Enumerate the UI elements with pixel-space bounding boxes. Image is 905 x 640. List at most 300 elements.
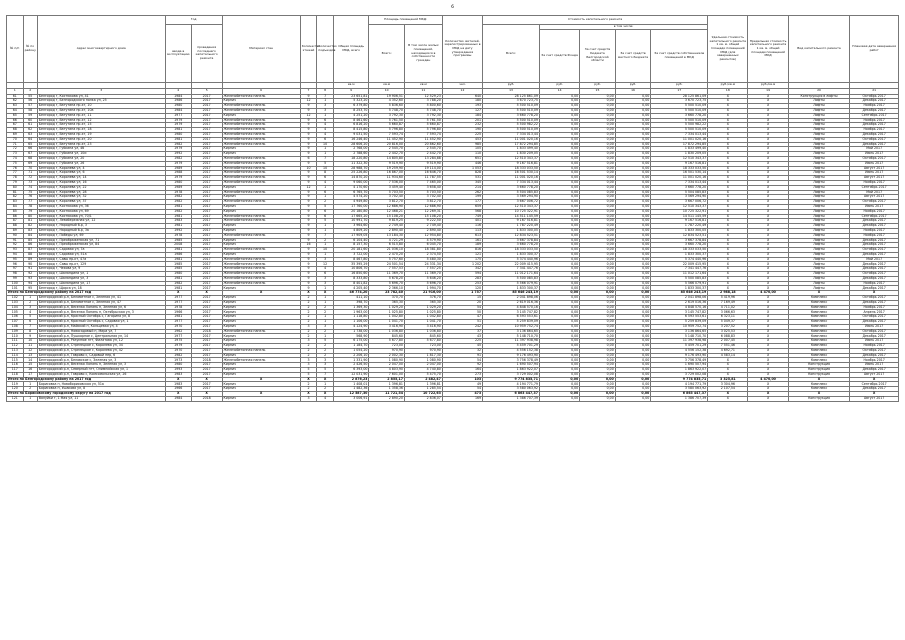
residents-cell: 232 bbox=[442, 123, 482, 128]
area-total-cell: 9 519,90 bbox=[369, 161, 405, 166]
area-residential-cell: 2 836,07 bbox=[404, 396, 442, 401]
cost-local-cell: 0,00 bbox=[615, 315, 651, 320]
year-repair-cell: 2018 bbox=[191, 358, 222, 363]
planned-date-cell: Октябрь 2017 bbox=[850, 348, 899, 353]
area-total-cell: 2 470,20 bbox=[369, 252, 405, 257]
cost-local-cell: 0,00 bbox=[615, 344, 651, 349]
cost-owners-cell: 1 787 220,49 bbox=[651, 224, 708, 229]
wall-material-cell: Железобетонная панель bbox=[222, 200, 300, 205]
repair-type-cell: Лифты bbox=[788, 185, 850, 190]
address-cell: Белгородский р-н, Пушкарное с, Центральная ул, 14 bbox=[37, 334, 165, 339]
year-commission-cell: 1982 bbox=[165, 142, 191, 147]
wall-material-cell: Железобетонная панель bbox=[222, 262, 300, 267]
address-cell: Белгород г, Губкина ул, 4б bbox=[37, 147, 165, 152]
col-repair-type-header: Вид капитального ремонта bbox=[788, 16, 850, 83]
row-number: 106 bbox=[7, 315, 24, 320]
year-commission-cell: 1984 bbox=[165, 396, 191, 401]
cost-owners-cell: 3 660 778,20 bbox=[651, 185, 708, 190]
cost-owners-cell: 4 848 570,16 bbox=[651, 305, 708, 310]
row-number: 99 bbox=[7, 276, 24, 281]
cost-owners-cell: 5 500 085,83 bbox=[651, 276, 708, 281]
repair-type-cell: Лифты bbox=[788, 176, 850, 181]
floors-cell: 2 bbox=[300, 310, 317, 315]
floors-cell: 2 bbox=[300, 315, 317, 320]
unit-cost-cell: X bbox=[708, 128, 748, 133]
wall-material-cell: Железобетонная панель bbox=[222, 348, 300, 353]
total-area-cell: 6 175,00 bbox=[333, 339, 369, 344]
residents-cell: 531 bbox=[442, 176, 482, 181]
cost-owners-cell: 9 167 516,81 bbox=[651, 161, 708, 166]
cost-local-cell: 0,00 bbox=[615, 320, 651, 325]
entrances-cell: 1 bbox=[317, 185, 334, 190]
entrances-cell: 3 bbox=[317, 276, 334, 281]
year-commission-cell: 1981 bbox=[165, 248, 191, 253]
entrances-cell: 6 bbox=[317, 137, 334, 142]
cost-local-cell: 0,00 bbox=[615, 113, 651, 118]
district-number: 3 bbox=[23, 305, 37, 310]
floors-cell: 9 bbox=[300, 171, 317, 176]
planned-date-cell: Декабрь 2017 bbox=[850, 224, 899, 229]
repair-type-cell: Лифты bbox=[788, 128, 850, 133]
row-number: 115 bbox=[7, 358, 24, 363]
area-total-cell: 5 761,50 bbox=[369, 118, 405, 123]
row-number: 67 bbox=[7, 123, 24, 128]
column-number: 16 bbox=[615, 88, 651, 94]
unit-cost-cell: 3 066,63 bbox=[708, 310, 748, 315]
area-residential-cell: 5 677,80 bbox=[404, 339, 442, 344]
cost-owners-cell: 3 660 778,20 bbox=[651, 113, 708, 118]
cost-region-cell: 0,00 bbox=[580, 310, 616, 315]
cost-region-cell: 0,00 bbox=[580, 252, 616, 257]
repair-type-cell: Лифты bbox=[788, 118, 850, 123]
cost-total-cell: 3 667 378,84 bbox=[483, 238, 540, 243]
cost-region-cell: 0,00 bbox=[580, 152, 616, 157]
address-cell: Белгород г, Белгородского полка ул, 25 bbox=[37, 99, 165, 104]
entrances-cell: 1 bbox=[317, 334, 334, 339]
address-cell: Борисовка п, Новоборисовская ул, 51а bbox=[37, 382, 165, 387]
address-cell: Белгород г, Щорса ул, 18 bbox=[37, 286, 165, 291]
planned-date-cell: Май 2017 bbox=[850, 190, 899, 195]
wall-material-cell: Кирпич bbox=[222, 305, 300, 310]
year-repair-cell: 2017 bbox=[191, 228, 222, 233]
residents-cell: 190 bbox=[442, 128, 482, 133]
residents-cell: 37 bbox=[442, 329, 482, 334]
cost-region-cell: 0,00 bbox=[580, 118, 616, 123]
district-number: 58 bbox=[23, 108, 37, 113]
col-address-header: Адрес многоквартирного дома bbox=[37, 16, 165, 83]
floors-cell: 2 bbox=[300, 387, 317, 392]
district-number: 61 bbox=[23, 123, 37, 128]
cost-owners-cell: 28 125 861,09 bbox=[651, 94, 708, 99]
cost-region-cell: 0,00 bbox=[580, 291, 616, 296]
repair-type-cell: Комплекс bbox=[788, 344, 850, 349]
unit-label: руб. bbox=[580, 82, 616, 88]
year-commission-cell: 1982 bbox=[165, 209, 191, 214]
col-cost-fund-header: За счет средств Фонда bbox=[539, 29, 579, 82]
year-commission-cell: 1992 bbox=[165, 152, 191, 157]
column-number: 12 bbox=[442, 88, 482, 94]
floors-cell: 9 bbox=[300, 128, 317, 133]
max-cost-cell: X bbox=[748, 382, 788, 387]
district-number: 70 bbox=[23, 166, 37, 171]
cost-owners-cell: 18 333 033,50 bbox=[651, 248, 708, 253]
repair-type-cell: Лифты bbox=[788, 224, 850, 229]
residents-cell: 1 757 bbox=[442, 291, 482, 296]
address-cell: Борисовка п, Ушакова ул, 8 bbox=[37, 387, 165, 392]
entrances-cell: 2 bbox=[317, 387, 334, 392]
total-area-cell: 17 909,05 bbox=[333, 233, 369, 238]
max-cost-cell: X bbox=[748, 147, 788, 152]
floors-cell: 9 bbox=[300, 281, 317, 286]
area-total-cell: 1 080,90 bbox=[369, 358, 405, 363]
cost-region-cell: 0,00 bbox=[580, 267, 616, 272]
area-total-cell: 370,70 bbox=[369, 296, 405, 301]
year-repair-cell: 2017 bbox=[191, 257, 222, 262]
repair-type-cell: Лифты bbox=[788, 204, 850, 209]
repair-type-cell: Лифты bbox=[788, 200, 850, 205]
cost-owners-cell: 4 556 152,38 bbox=[651, 348, 708, 353]
max-cost-cell: X bbox=[748, 300, 788, 305]
unit-cost-cell: X bbox=[708, 392, 748, 397]
total-area-cell: 4 949,80 bbox=[333, 200, 369, 205]
max-cost-cell: X bbox=[748, 324, 788, 329]
area-total-cell: 11 369,70 bbox=[369, 272, 405, 277]
entrances-cell: 3 bbox=[317, 104, 334, 109]
row-number: 83 bbox=[7, 200, 24, 205]
row-number: 91 bbox=[7, 238, 24, 243]
row-number: 88 bbox=[7, 224, 24, 229]
cost-local-cell: 0,00 bbox=[615, 185, 651, 190]
area-residential-cell: 20 862,60 bbox=[404, 142, 442, 147]
residents-cell: 49 bbox=[442, 382, 482, 387]
year-repair-cell: 2017 bbox=[191, 147, 222, 152]
cost-total-cell: 2 041 898,06 bbox=[483, 296, 540, 301]
wall-material-cell: Железобетонная панель bbox=[222, 358, 300, 363]
address-cell: Белгородский р-н, Красный Октябрь с, Садовая ул, 1 bbox=[37, 320, 165, 325]
area-total-cell: 5 757,60 bbox=[369, 257, 405, 262]
planned-date-cell: Май 2017 bbox=[850, 257, 899, 262]
residents-cell: 15 bbox=[442, 296, 482, 301]
residents-cell: 20 bbox=[442, 300, 482, 305]
planned-date-cell: Ноябрь 2017 bbox=[850, 344, 899, 349]
cost-total-cell: 6 863 447,37 bbox=[483, 392, 540, 397]
unit-cost-cell: X bbox=[708, 113, 748, 118]
planned-date-cell: Сентябрь 2017 bbox=[850, 382, 899, 387]
wall-material-cell: Кирпич bbox=[222, 209, 300, 214]
district-number: 77 bbox=[23, 200, 37, 205]
floors-cell: 9 bbox=[300, 118, 317, 123]
wall-material-cell: Кирпич bbox=[222, 185, 300, 190]
cost-owners-cell: 5 500 510,09 bbox=[651, 104, 708, 109]
area-total-cell: 7 601,00 bbox=[369, 372, 405, 377]
cost-total-cell: 1 863 922,07 bbox=[483, 368, 540, 373]
year-commission-cell: 1970 bbox=[165, 324, 191, 329]
row-number: 74 bbox=[7, 156, 24, 161]
total-area-cell: 20 181,60 bbox=[333, 248, 369, 253]
district-number: 93 bbox=[23, 276, 37, 281]
repair-type-cell: Конструкция bbox=[788, 372, 850, 377]
row-number: 93 bbox=[7, 248, 24, 253]
year-repair-cell: 2017 bbox=[191, 128, 222, 133]
year-commission-cell: 1977 bbox=[165, 113, 191, 118]
column-number: 18 bbox=[708, 88, 748, 94]
cost-total-cell: 5 500 982,22 bbox=[483, 123, 540, 128]
wall-material-cell: Кирпич bbox=[222, 368, 300, 373]
cost-region-cell: 0,00 bbox=[580, 180, 616, 185]
address-cell: Белгород г, Ватутина пр-кт, 23 bbox=[37, 142, 165, 147]
residents-cell: 242 bbox=[442, 324, 482, 329]
repair-type-cell: Лифты bbox=[788, 267, 850, 272]
max-cost-cell: X bbox=[748, 252, 788, 257]
residents-cell: 47 bbox=[442, 315, 482, 320]
planned-date-cell: Июнь 2017 bbox=[850, 204, 899, 209]
unit-cost-cell: 2 107,54 bbox=[708, 387, 748, 392]
entrances-cell: 5 bbox=[317, 219, 334, 224]
max-cost-cell: X bbox=[748, 152, 788, 157]
year-repair-cell: 2017 bbox=[191, 224, 222, 229]
year-repair-cell: 2017 bbox=[191, 137, 222, 142]
cost-owners-cell: 3 580 063,92 bbox=[651, 387, 708, 392]
area-residential-cell: 13 284,88 bbox=[404, 156, 442, 161]
unit-cost-cell: X bbox=[708, 214, 748, 219]
year-commission-cell: X bbox=[165, 392, 191, 397]
unit-cost-cell: X bbox=[708, 204, 748, 209]
address-cell: Белгород г, Савы пр-кт, 129 bbox=[37, 262, 165, 267]
cost-local-cell: 0,00 bbox=[615, 387, 651, 392]
cost-owners-cell: 3 569 294,90 bbox=[651, 195, 708, 200]
entrances-cell: 3 bbox=[317, 363, 334, 368]
repair-type-cell: Комплекс bbox=[788, 339, 850, 344]
entrances-cell: 2 bbox=[317, 344, 334, 349]
wall-material-cell: Железобетонная панель bbox=[222, 104, 300, 109]
cost-region-cell: 0,00 bbox=[580, 190, 616, 195]
cost-fund-cell: 0,00 bbox=[539, 243, 579, 248]
cost-total-cell: 5 374 440,96 bbox=[483, 257, 540, 262]
max-cost-cell: X bbox=[748, 387, 788, 392]
district-number: 68 bbox=[23, 156, 37, 161]
area-total-cell: 1 025,80 bbox=[369, 310, 405, 315]
unit-cost-cell: 7 551,46 bbox=[708, 344, 748, 349]
cost-fund-cell: 0,00 bbox=[539, 252, 579, 257]
entrances-cell: 3 bbox=[317, 358, 334, 363]
year-commission-cell: 1983 bbox=[165, 219, 191, 224]
address-cell: Белгород г, Преображенская ул, 71 bbox=[37, 238, 165, 243]
unit-cost-cell: 7 169,49 bbox=[708, 300, 748, 305]
entrances-cell: 3 bbox=[317, 324, 334, 329]
column-number: 7 bbox=[300, 88, 317, 94]
area-total-cell: 3 459,40 bbox=[369, 185, 405, 190]
cost-total-cell: 11 397 938,98 bbox=[483, 339, 540, 344]
area-total-cell: 2 890,40 bbox=[369, 228, 405, 233]
cost-region-cell: 0,00 bbox=[580, 128, 616, 133]
planned-date-cell: Декабрь 2017 bbox=[850, 387, 899, 392]
planned-date-cell: Сентябрь 2017 bbox=[850, 113, 899, 118]
total-area-cell: 398,70 bbox=[333, 300, 369, 305]
year-commission-cell: 1980 bbox=[165, 272, 191, 277]
residents-cell: 262 bbox=[442, 190, 482, 195]
repair-type-cell: Лифты bbox=[788, 99, 850, 104]
cost-region-cell: 0,00 bbox=[580, 108, 616, 113]
cost-total-cell: 5 500 085,83 bbox=[483, 276, 540, 281]
address-cell: Белгород г, Народный б-р, 3а bbox=[37, 228, 165, 233]
col-planned-date-header: Плановая дата завершения работ bbox=[850, 16, 899, 83]
cost-owners-cell: 1 833 300,37 bbox=[651, 252, 708, 257]
area-residential-cell: 5 761,50 bbox=[404, 118, 442, 123]
area-total-cell: 19 906,51 bbox=[369, 94, 405, 99]
floors-cell: 3 bbox=[300, 396, 317, 401]
address-cell: Белгород г, Савы пр-кт, 47а bbox=[37, 257, 165, 262]
entrances-cell: 4 bbox=[317, 123, 334, 128]
max-cost-cell: X bbox=[748, 185, 788, 190]
planned-date-cell: Август 2017 bbox=[850, 372, 899, 377]
area-residential-cell: 3 792,30 bbox=[404, 113, 442, 118]
year-repair-cell: 2017 bbox=[191, 267, 222, 272]
year-repair-cell: 2017 bbox=[191, 296, 222, 301]
unit-cost-cell: X bbox=[708, 190, 748, 195]
year-repair-cell: 2017 bbox=[191, 113, 222, 118]
max-cost-cell: 4 470,00 bbox=[748, 377, 788, 382]
row-number: 66 bbox=[7, 118, 24, 123]
cost-region-cell: 0,00 bbox=[580, 142, 616, 147]
unit-cost-cell: X bbox=[708, 358, 748, 363]
cost-region-cell: 0,00 bbox=[580, 382, 616, 387]
cost-region-cell: 0,00 bbox=[580, 368, 616, 373]
cost-local-cell: 0,00 bbox=[615, 305, 651, 310]
total-area-cell: 6 765,70 bbox=[333, 190, 369, 195]
cost-local-cell: 0,00 bbox=[615, 368, 651, 373]
area-residential-cell: 12 529,23 bbox=[404, 94, 442, 99]
total-area-cell: 2 768,00 bbox=[333, 147, 369, 152]
col-residents-header: Количество жителей, зарегистрированных в МКД на дату утверждения программы bbox=[442, 16, 482, 83]
area-total-cell: 11 452,90 bbox=[369, 137, 405, 142]
floors-cell: 9 bbox=[300, 262, 317, 267]
unit-cost-cell: X bbox=[708, 224, 748, 229]
cost-total-cell: 17 872 294,85 bbox=[483, 142, 540, 147]
row-number: 82 bbox=[7, 195, 24, 200]
floors-cell: 2 bbox=[300, 382, 317, 387]
district-number: 59 bbox=[23, 113, 37, 118]
planned-date-cell: Ноябрь 2017 bbox=[850, 180, 899, 185]
district-number: 55 bbox=[23, 94, 37, 99]
col-entrances-header: Количество подъездов bbox=[317, 16, 334, 83]
area-total-cell: 21 036,10 bbox=[369, 248, 405, 253]
district-number: 76 bbox=[23, 195, 37, 200]
unit-cost-cell: 3 025,53 bbox=[708, 329, 748, 334]
district-number: 67 bbox=[23, 152, 37, 157]
area-total-cell: 9 819,25 bbox=[369, 219, 405, 224]
cost-total-cell: 5 500 510,09 bbox=[483, 104, 540, 109]
unit-cost-cell: 4 692,71 bbox=[708, 348, 748, 353]
area-total-cell: 1 029,20 bbox=[369, 305, 405, 310]
area-total-cell: 5 677,80 bbox=[369, 339, 405, 344]
cost-fund-cell: 0,00 bbox=[539, 281, 579, 286]
cost-region-cell: 0,00 bbox=[580, 272, 616, 277]
col-year-commission-header: ввода в эксплуатацию bbox=[165, 25, 191, 83]
repair-type-cell: Комплекс bbox=[788, 329, 850, 334]
cost-total-cell: 12 834 523,51 bbox=[483, 233, 540, 238]
year-repair-cell: 2017 bbox=[191, 276, 222, 281]
year-repair-cell: 2017 bbox=[191, 382, 222, 387]
row-number: 69 bbox=[7, 132, 24, 137]
cost-fund-cell: 0,00 bbox=[539, 310, 579, 315]
cost-total-cell: 1 833 499,40 bbox=[483, 147, 540, 152]
wall-material-cell: Железобетонная панель bbox=[222, 329, 300, 334]
wall-material-cell: Железобетонная панель bbox=[222, 132, 300, 137]
wall-material-cell: Кирпич bbox=[222, 228, 300, 233]
cost-local-cell: 0,00 bbox=[615, 176, 651, 181]
repair-type-cell: Лифты bbox=[788, 152, 850, 157]
cost-region-cell: 0,00 bbox=[580, 238, 616, 243]
cost-fund-cell: 0,00 bbox=[539, 209, 579, 214]
floors-cell: 2 bbox=[300, 348, 317, 353]
floors-cell: 12 bbox=[300, 99, 317, 104]
repair-type-cell: Конструкция bbox=[788, 363, 850, 368]
row-number: 73 bbox=[7, 152, 24, 157]
planned-date-cell: Декабрь 2017 bbox=[850, 132, 899, 137]
area-residential-cell: 11 452,90 bbox=[404, 137, 442, 142]
entrances-cell: 2 bbox=[317, 353, 334, 358]
cost-local-cell: 0,00 bbox=[615, 161, 651, 166]
max-cost-cell: X bbox=[748, 190, 788, 195]
residents-cell: 985 bbox=[442, 142, 482, 147]
cost-region-cell: 0,00 bbox=[580, 353, 616, 358]
col-max-cost-header: Предельная стоимость капитального ремонта 1 кв. м. общей площади помещений МКД bbox=[748, 16, 788, 83]
cost-fund-cell: 0,00 bbox=[539, 233, 579, 238]
wall-material-cell: Железобетонная панель bbox=[222, 171, 300, 176]
wall-material-cell: Кирпич bbox=[222, 315, 300, 320]
year-commission-cell: 1989 bbox=[165, 166, 191, 171]
cost-total-cell: 9 774 835,71 bbox=[483, 377, 540, 382]
address-cell: Белгород г, Губкина ул, 20 bbox=[37, 156, 165, 161]
district-number: 12 bbox=[23, 348, 37, 353]
planned-date-cell: Ноябрь 2017 bbox=[850, 209, 899, 214]
total-area-cell: 8 461,60 bbox=[333, 118, 369, 123]
cost-region-cell: 0,00 bbox=[580, 377, 616, 382]
floors-cell: 9 bbox=[300, 152, 317, 157]
planned-date-cell: Август 2017 bbox=[850, 176, 899, 181]
cost-owners-cell: 2 041 898,06 bbox=[651, 296, 708, 301]
max-cost-cell: X bbox=[748, 310, 788, 315]
floors-cell: 9 bbox=[300, 161, 317, 166]
row-number: 108 bbox=[7, 324, 24, 329]
residents-cell: 51 bbox=[442, 320, 482, 325]
cost-fund-cell: 0,00 bbox=[539, 392, 579, 397]
area-residential-cell: 3 416,90 bbox=[404, 324, 442, 329]
district-number: 11 bbox=[23, 344, 37, 349]
row-number: 72 bbox=[7, 147, 24, 152]
cost-region-cell: 0,00 bbox=[580, 372, 616, 377]
row-number: 119 bbox=[7, 382, 24, 387]
cost-owners-cell: 3 670 723,75 bbox=[651, 99, 708, 104]
area-residential-cell: 15 108,20 bbox=[404, 214, 442, 219]
cost-owners-cell: 4 194 771,79 bbox=[651, 382, 708, 387]
cost-total-cell: 5 259 839,09 bbox=[483, 320, 540, 325]
planned-date-cell: Октябрь 2017 bbox=[850, 248, 899, 253]
year-repair-cell: 2017 bbox=[191, 132, 222, 137]
wall-material-cell: Железобетонная панель bbox=[222, 281, 300, 286]
entrances-cell: 1 bbox=[317, 382, 334, 387]
unit-cost-cell: X bbox=[708, 180, 748, 185]
entrances-cell: 5 bbox=[317, 368, 334, 373]
unit-cost-cell: X bbox=[708, 137, 748, 142]
repair-type-cell: Лифты bbox=[788, 286, 850, 291]
floors-cell: 9 bbox=[300, 190, 317, 195]
total-area-cell: 16 246,40 bbox=[333, 137, 369, 142]
residents-cell: 189 bbox=[442, 243, 482, 248]
residents-cell: 828 bbox=[442, 171, 482, 176]
cost-owners-cell: 1 863 922,07 bbox=[651, 368, 708, 373]
max-cost-cell: X bbox=[748, 233, 788, 238]
